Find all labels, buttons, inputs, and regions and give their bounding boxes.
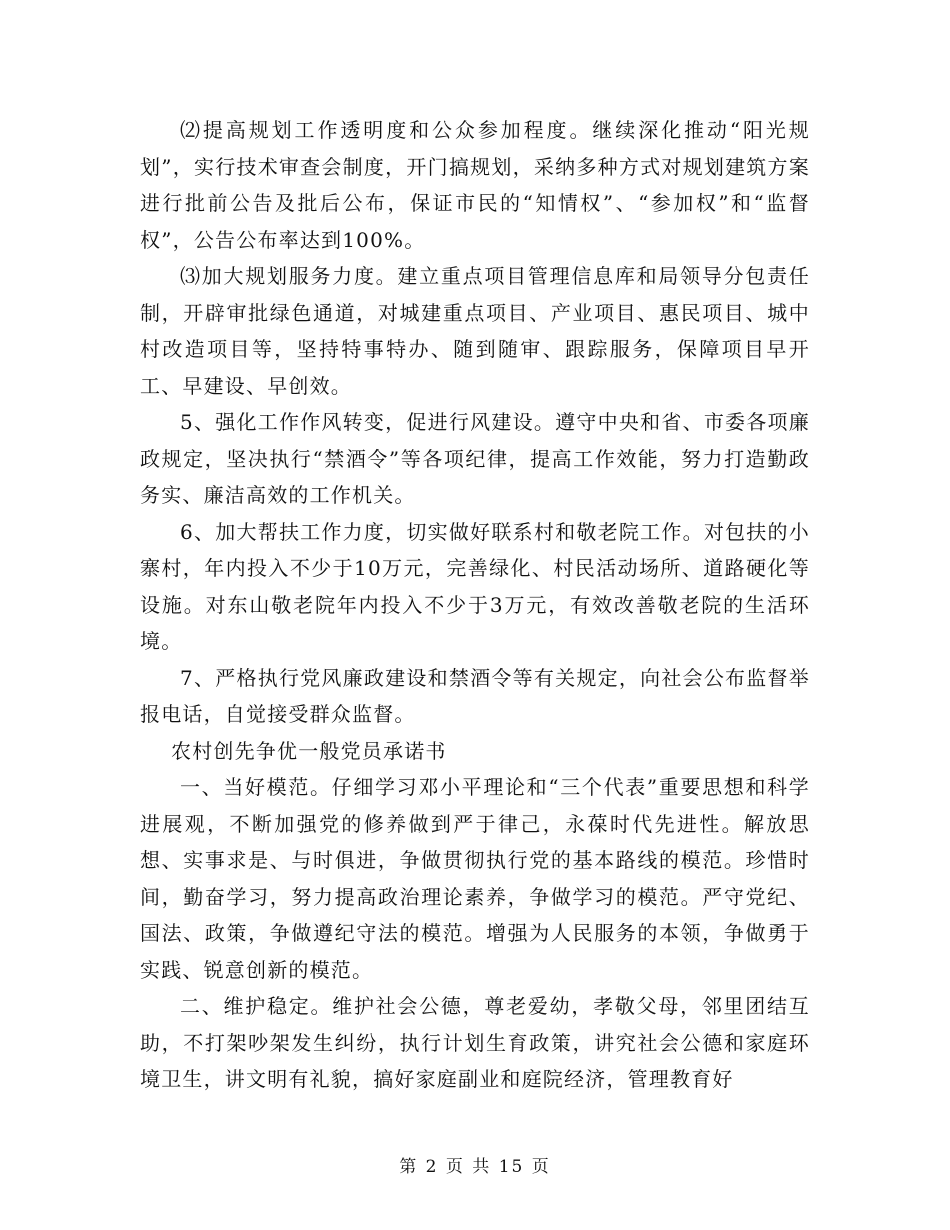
paragraph-service: ⑶加大规划服务力度。建立重点项目管理信息库和局领导分包责任制，开辟审批绿色通道，对城建重点项目、产业项目、惠民项目、城中村改造项目等，坚持特事特办、随到随审、跟踪服务，保障项目早开工、早建设、早创效。: [140, 264, 810, 398]
section-heading: 农村创先争优一般党员承诺书: [171, 738, 447, 763]
page-number-footer: 第 2 页 共 15 页: [399, 1157, 551, 1177]
paragraph-assistance: 6、加大帮扶工作力度，切实做好联系村和敬老院工作。对包扶的小寨村，年内投入不少于10万元，完善绿化、村民活动场所、道路硬化等设施。对东山敬老院年内投入不少于3万元，有效改善敬老院的生活环境。: [140, 519, 810, 653]
paragraph-stability: 二、维护稳定。维护社会公德，尊老爱幼，孝敬父母，邻里团结互助，不打架吵架发生纠纷，执行计划生育政策，讲究社会公德和家庭环境卫生，讲文明有礼貌，搞好家庭副业和庭院经济，管理教育好: [140, 994, 810, 1091]
paragraph-work-style: 5、强化工作作风转变，促进行风建设。遵守中央和省、市委各项廉政规定，坚决执行“禁酒令”等各项纪律，提高工作效能，努力打造勤政务实、廉洁高效的工作机关。: [140, 410, 810, 507]
paragraph-discipline: 7、严格执行党风廉政建设和禁酒令等有关规定，向社会公布监督举报电话，自觉接受群众监督。: [140, 665, 810, 726]
document-body: [140, 112, 810, 1098]
paragraph-transparency: ⑵提高规划工作透明度和公众参加程度。继续深化推动“阳光规划”，实行技术审查会制度，开门搞规划，采纳多种方式对规划建筑方案进行批前公告及批后公布，保证市民的“知情权”、“参加权”和“监督权”，公告公布率达到100%。: [140, 118, 810, 252]
paragraph-role-model: 一、当好模范。仔细学习邓小平理论和“三个代表”重要思想和科学进展观，不断加强党的修养做到严于律己，永葆时代先进性。解放思想、实事求是、与时俱进，争做贯彻执行党的基本路线的模范。珍惜时间，勤奋学习，努力提高政治理论素养，争做学习的模范。严守党纪、国法、政策，争做遵纪守法的模范。增强为人民服务的本领，争做勇于实践、锐意创新的模范。: [140, 775, 810, 982]
